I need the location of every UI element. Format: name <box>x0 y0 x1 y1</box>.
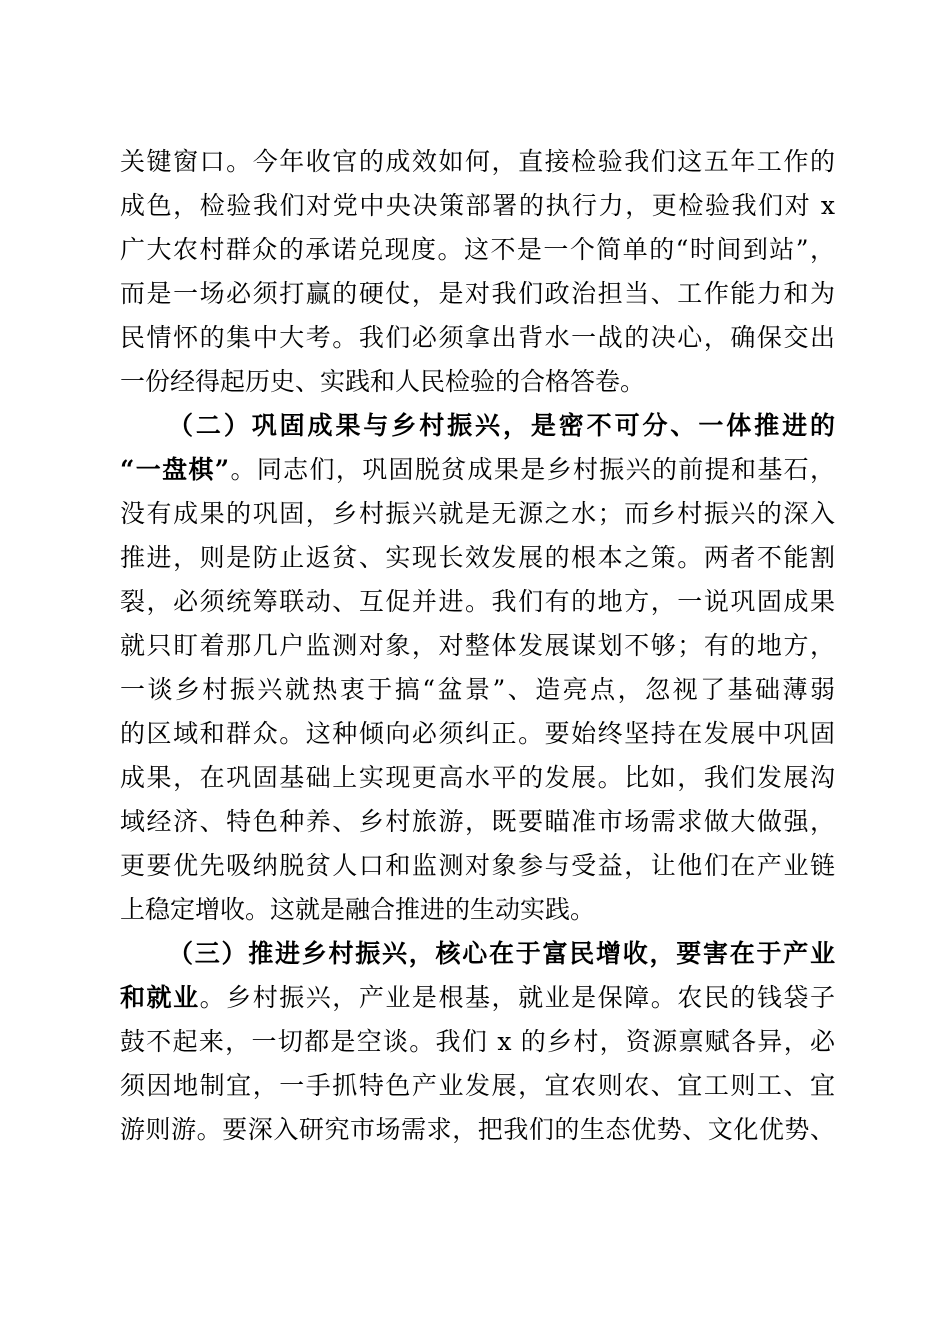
body-text-line: 广大农村群众的承诺兑现度。这不是一个简单的“时间到站”， <box>120 235 835 264</box>
body-text-line: 一份经得起历史、实践和人民检验的合格答卷。 <box>120 367 646 396</box>
body-text-line: 须因地制宜，一手抓特色产业发展，宜农则农、宜工则工、宜 <box>120 1071 835 1100</box>
body-text-line: 的区域和群众。这种倾向必须纠正。要始终坚持在发展中巩固 <box>120 719 835 748</box>
body-text-run: 。同志们，巩固脱贫成果是乡村振兴的前提和基石， <box>229 455 835 484</box>
section-heading: （二）巩固成果与乡村振兴，是密不可分、一体推进的 <box>168 411 835 440</box>
section-heading-end: 和就业 <box>120 983 200 1012</box>
body-text-line: 没有成果的巩固，乡村振兴就是无源之水；而乡村振兴的深入 <box>120 499 835 528</box>
section-heading-continuation <box>120 450 835 490</box>
section-heading: （三）推进乡村振兴，核心在于富民增收，要害在于产业 <box>168 939 835 968</box>
body-text-line: 游则游。要深入研究市场需求，把我们的生态优势、文化优势、 <box>120 1115 835 1144</box>
body-text-line: 鼓不起来，一切都是空谈。我们 x 的乡村，资源禀赋各异，必 <box>120 1027 835 1056</box>
body-text-line: 裂，必须统筹联动、互促并进。我们有的地方，一说巩固成果 <box>120 587 835 616</box>
body-text-line: 更要优先吸纳脱贫人口和监测对象参与受益，让他们在产业链 <box>120 851 835 880</box>
section-heading-end: “一盘棋” <box>120 455 230 484</box>
body-text-line: 域经济、特色种养、乡村旅游，既要瞄准市场需求做大做强， <box>120 807 835 836</box>
body-text-line: 民情怀的集中大考。我们必须拿出背水一战的决心，确保交出 <box>120 323 835 352</box>
body-text-line: 就只盯着那几户监测对象，对整体发展谋划不够；有的地方， <box>120 631 835 660</box>
body-text-line: 关键窗口。今年收官的成效如何，直接检验我们这五年工作的 <box>120 147 835 176</box>
body-text-line: 而是一场必须打赢的硬仗，是对我们政治担当、工作能力和为 <box>120 279 835 308</box>
body-text-line: 一谈乡村振兴就热衷于搞“盆景”、造亮点，忽视了基础薄弱 <box>120 675 835 704</box>
body-text-line: 上稳定增收。这就是融合推进的生动实践。 <box>120 895 596 924</box>
body-text-line: 推进，则是防止返贫、实现长效发展的根本之策。两者不能割 <box>120 543 835 572</box>
body-text-run: 。乡村振兴，产业是根基，就业是保障。农民的钱袋子 <box>199 983 835 1012</box>
body-text-line: 成果，在巩固基础上实现更高水平的发展。比如，我们发展沟 <box>120 763 835 792</box>
body-text-line: 成色，检验我们对党中央决策部署的执行力，更检验我们对 x <box>120 191 835 220</box>
section-heading-continuation <box>120 978 835 1018</box>
